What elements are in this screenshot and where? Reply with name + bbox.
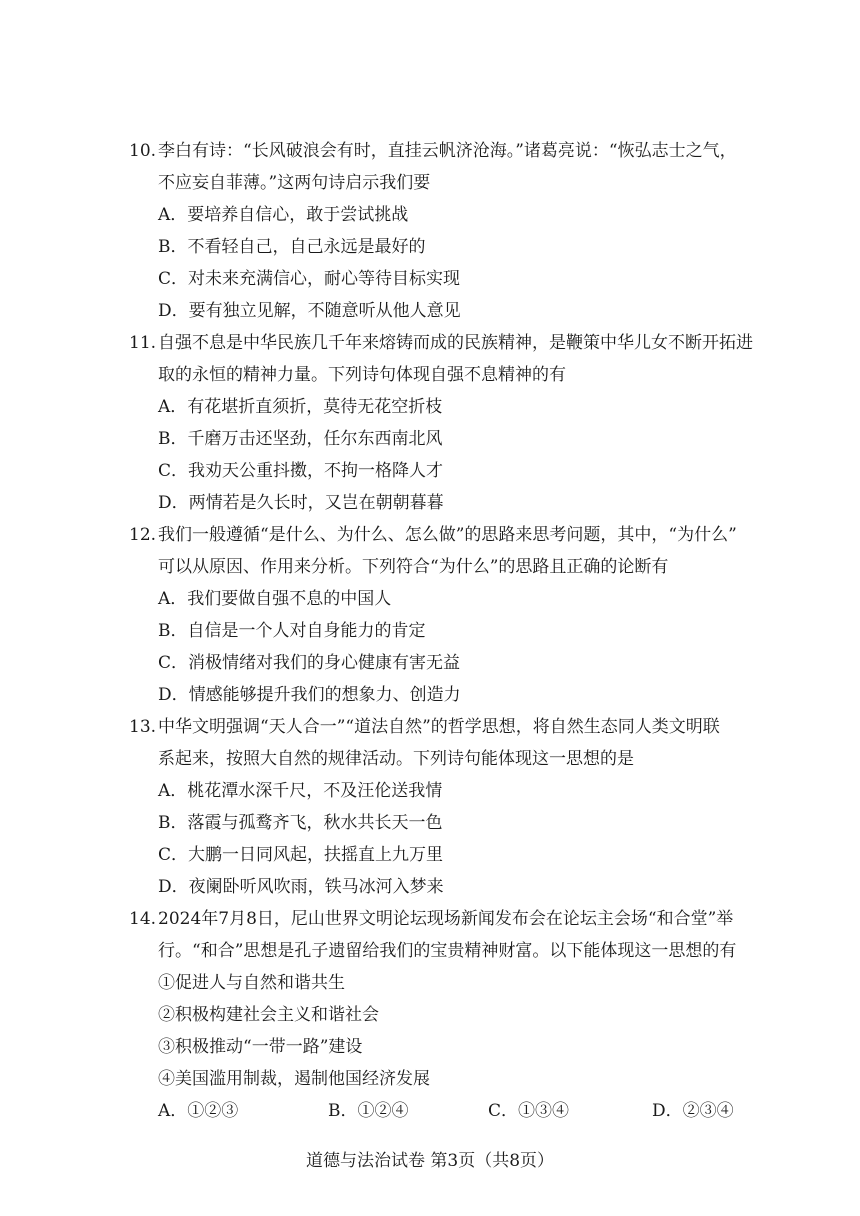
option-b: B．落霞与孤鹜齐飞，秋水共长天一色 xyxy=(158,813,443,833)
option-c: C．消极情绪对我们的身心健康有害无益 xyxy=(158,653,461,673)
option-d: D．两情若是久长时，又岂在朝朝暮暮 xyxy=(158,493,444,513)
option-c: C．对未来充满信心，耐心等待目标实现 xyxy=(158,269,461,289)
question-number: 14. xyxy=(129,909,157,929)
question-stem-line: 自强不息是中华民族几千年来熔铸而成的民族精神，是鞭策中华儿女不断开拓进 xyxy=(158,333,753,353)
choice-d: D．②③④ xyxy=(652,1101,734,1121)
choice-b: B．①②④ xyxy=(328,1101,409,1121)
question-stem-line: 2024年7月8日，尼山世界文明论坛现场新闻发布会在论坛主会场“和合堂”举 xyxy=(158,909,734,929)
option-c: C．大鹏一日同风起，扶摇直上九万里 xyxy=(158,845,444,865)
option-d: D．夜阑卧听风吹雨，铁马冰河入梦来 xyxy=(158,877,444,897)
option-b: B．不看轻自己，自己永远是最好的 xyxy=(158,237,426,257)
option-a: A．桃花潭水深千尺，不及汪伦送我情 xyxy=(158,781,443,801)
question-stem-line: 不应妄自菲薄。”这两句诗启示我们要 xyxy=(158,173,431,193)
question-stem-line: 我们一般遵循“是什么、为什么、怎么做”的思路来思考问题，其中，“为什么” xyxy=(158,525,737,545)
question-number: 11. xyxy=(129,333,157,353)
choice-c: C．①③④ xyxy=(488,1101,570,1121)
option-d: D．要有独立见解，不随意听从他人意见 xyxy=(158,301,461,321)
question-stem-line: 行。“和合”思想是孔子遗留给我们的宝贵精神财富。以下能体现这一思想的有 xyxy=(158,941,737,961)
question-stem-line: 中华文明强调“天人合一”“道法自然”的哲学思想，将自然生态同人类文明联 xyxy=(158,717,720,737)
question-number: 10. xyxy=(129,141,157,161)
statement-item: ③积极推动“一带一路”建设 xyxy=(158,1037,363,1057)
question-number: 13. xyxy=(129,717,157,737)
option-a: A．要培养自信心，敢于尝试挑战 xyxy=(158,205,409,225)
option-b: B．千磨万击还坚劲，任尔东西南北风 xyxy=(158,429,443,449)
question-stem-line: 可以从原因、作用来分析。下列符合“为什么”的思路且正确的论断有 xyxy=(158,557,669,577)
page-footer: 道德与法治试卷 第3页（共8页） xyxy=(305,1151,555,1171)
option-a: A．我们要做自强不息的中国人 xyxy=(158,589,392,609)
option-d: D．情感能够提升我们的想象力、创造力 xyxy=(158,685,461,705)
option-c: C．我劝天公重抖擞，不拘一格降人才 xyxy=(158,461,444,481)
statement-item: ①促进人与自然和谐共生 xyxy=(158,973,345,993)
statement-item: ②积极构建社会主义和谐社会 xyxy=(158,1005,379,1025)
option-a: A．有花堪折直须折，莫待无花空折枝 xyxy=(158,397,443,417)
statement-item: ④美国滥用制裁，遏制他国经济发展 xyxy=(158,1069,430,1089)
question-stem-line: 系起来，按照大自然的规律活动。下列诗句能体现这一思想的是 xyxy=(158,749,634,769)
question-number: 12. xyxy=(129,525,157,545)
choice-a: A．①②③ xyxy=(158,1101,239,1121)
option-b: B．自信是一个人对自身能力的肯定 xyxy=(158,621,426,641)
question-stem-line: 取的永恒的精神力量。下列诗句体现自强不息精神的有 xyxy=(158,365,566,385)
question-stem-line: 李白有诗：“长风破浪会有时，直挂云帆济沧海。”诸葛亮说：“恢弘志士之气， xyxy=(158,141,737,161)
